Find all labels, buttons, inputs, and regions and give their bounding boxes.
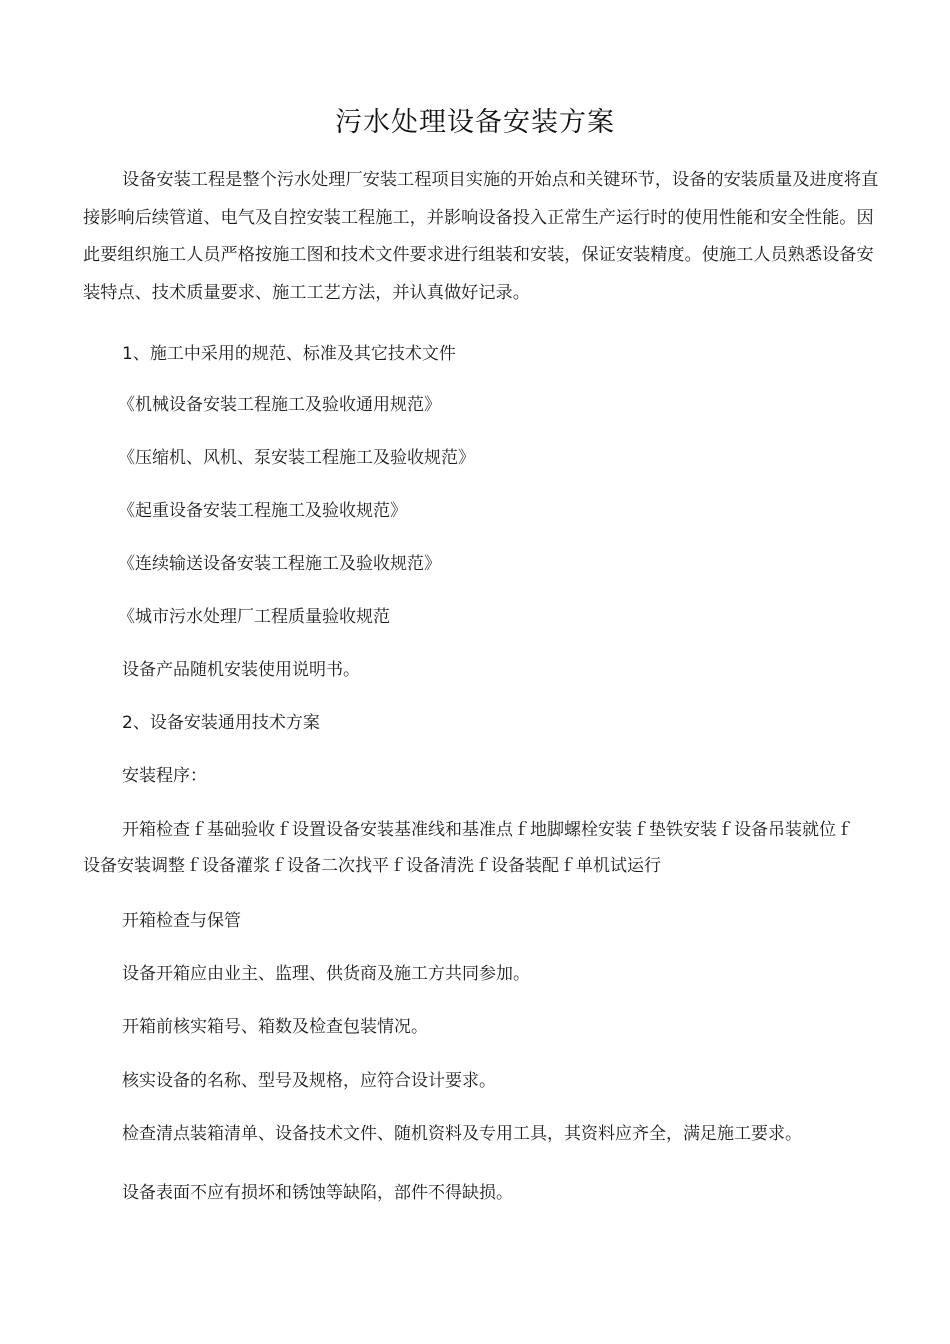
standard-item: 《连续输送设备安装工程施工及验收规范》 (118, 554, 441, 574)
section-1-heading: 1、施工中采用的规范、标准及其它技术文件 (122, 344, 456, 364)
standard-item: 《机械设备安装工程施工及验收通用规范》 (118, 395, 441, 415)
intro-paragraph: 设备安装工程是整个污水处理厂安装工程项目实施的开始点和关键环节，设备的安装质量及进度将直接影响后续管道、电气及自控安装工程施工，并影响设备投入正常生产运行时的使用性能和安全性能。因此要组织施工人员严格按施工图和技术文件要求进行组装和安装，保证安装精度。使施工人员熟悉设备安装特点、技术质量要求、施工工艺方法，并认真做好记录。 (83, 170, 879, 303)
standard-item: 《城市污水处理厂工程质量验收规范 (118, 607, 390, 627)
standard-item: 《压缩机、风机、泵安装工程施工及验收规范》 (118, 448, 475, 468)
standard-item: 《起重设备安装工程施工及验收规范》 (118, 501, 407, 521)
requirement-item: 开箱前核实箱号、箱数及检查包装情况。 (122, 1017, 428, 1037)
requirement-item: 设备开箱应由业主、监理、供货商及施工方共同参加。 (122, 964, 530, 984)
requirement-item: 设备表面不应有损坏和锈蚀等缺陷，部件不得缺损。 (122, 1183, 513, 1203)
procedure-label: 安装程序： (122, 766, 207, 786)
unpacking-subheading: 开箱检查与保管 (122, 911, 241, 931)
procedure-flow: 开箱检查ｆ基础验收ｆ设置设备安装基准线和基准点ｆ地脚螺栓安装ｆ垫铁安装ｆ设备吊装就位ｆ设备安装调整ｆ设备灌浆ｆ设备二次找平ｆ设备清洗ｆ设备装配ｆ单机试运行 (83, 820, 853, 876)
requirement-item: 检查清点装箱清单、设备技术文件、随机资料及专用工具，其资料应齐全，满足施工要求。 (122, 1124, 802, 1144)
document-title: 污水处理设备安装方案 (335, 107, 615, 138)
requirement-item: 核实设备的名称、型号及规格，应符合设计要求。 (122, 1071, 496, 1091)
standard-item: 设备产品随机安装使用说明书。 (122, 660, 360, 680)
section-2-heading: 2、设备安装通用技术方案 (122, 713, 320, 733)
